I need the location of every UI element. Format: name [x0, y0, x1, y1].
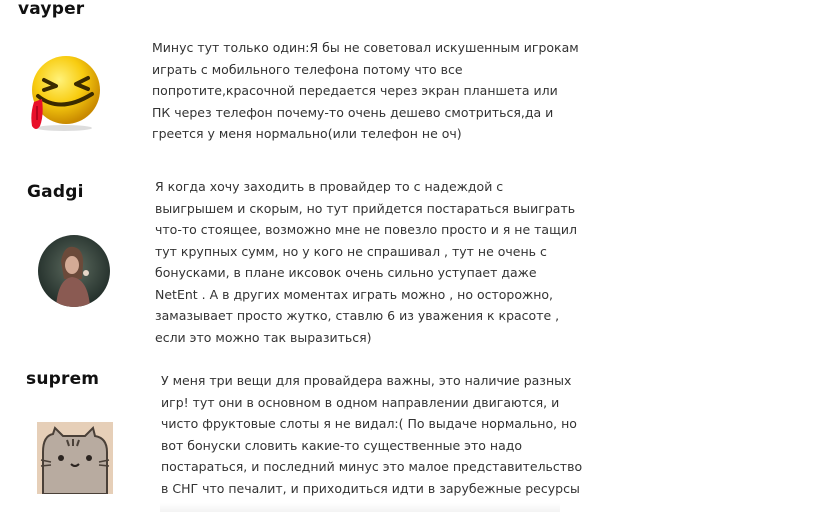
- comment-username[interactable]: Gadgi: [27, 182, 84, 202]
- pusheen-cat-icon[interactable]: [37, 422, 113, 494]
- comment-text: У меня три вещи для провайдера важны, это наличие разных игр! тут они в основном в одном направлении двигаются, и чисто фруктовые слоты я не видал:( По выдаче нормально, но вот бонуски словить какие-то существенные это надо постараться, и последний минус это малое представительство в СНГ что печалит, и приходиться идти в зарубежные ресурсы: [161, 373, 583, 496]
- smiley-tongue-icon[interactable]: [24, 52, 104, 132]
- comment-username[interactable]: vayper: [18, 0, 85, 19]
- comment-username[interactable]: suprem: [26, 369, 100, 389]
- comment-text: Я когда хочу заходить в провайдер то с надеждой с выигрышем и скорым, но тут прийдется постараться выиграть что-то стоящее, возможно мне не повезло просто и я не тащил тут крупных сумм, но у кого не спрашивал , тут не очень с бонусками, в плане иксовок очень сильно уступает даже NetEnt . А в других моментах играть можно , но осторожно, замазывает просто жутко, ставлю 6 из уважения к красоте , если это можно так выразиться): [155, 179, 577, 345]
- next-comment-cutoff: [160, 503, 560, 512]
- comment-text: Минус тут только один:Я бы не советовал искушенным игрокам играть с мобильного телефона потому что все попротите,красочной передается через экран планшета или ПК через телефон почему-то очень дешево смотриться,да и греется у меня нормально(или телефон не оч): [152, 40, 579, 141]
- girl-photo-icon[interactable]: [38, 235, 110, 307]
